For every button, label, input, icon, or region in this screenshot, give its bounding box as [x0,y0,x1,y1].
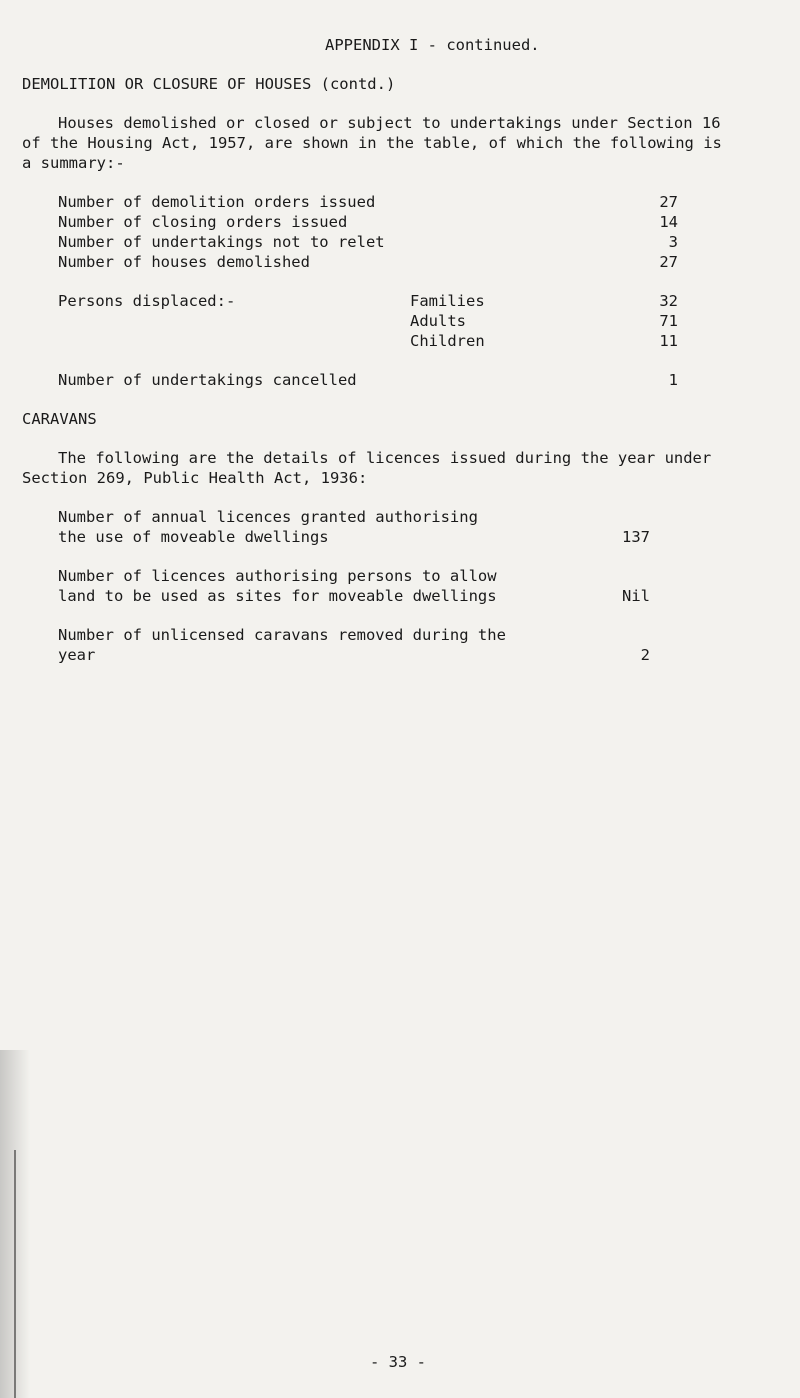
summary-label: Number of houses demolished [58,253,310,271]
summary-value: 27 [659,253,678,271]
caravan-item-line: Number of annual licences granted authorising [58,508,478,526]
caravan-item-value: Nil [622,587,650,605]
caravans-intro-line: The following are the details of licences issued during the year under [58,449,712,467]
summary-label: Number of closing orders issued [58,213,348,231]
cancelled-label: Number of undertakings cancelled [58,371,357,389]
displaced-value: 71 [659,312,678,330]
summary-value: 14 [659,213,678,231]
intro-line: a summary:- [22,154,125,172]
caravan-item-value: 2 [640,646,650,664]
displaced-value: 11 [659,332,678,350]
page-number: - 33 - [370,1353,426,1371]
cancelled-value: 1 [668,371,678,389]
intro-line: of the Housing Act, 1957, are shown in the table, of which the following is [22,134,722,152]
caravan-item-value: 137 [622,528,650,546]
caravan-item-line: the use of moveable dwellings [58,528,329,546]
caravans-intro-line: Section 269, Public Health Act, 1936: [22,469,368,487]
caravans-heading: CARAVANS [22,410,97,428]
caravan-item-line: land to be used as sites for moveable dwellings [58,587,497,605]
displaced-category: Children [410,332,485,350]
caravan-item-line: Number of licences authorising persons to allow [58,567,497,585]
persons-displaced-label: Persons displaced:- [58,292,236,310]
intro-line: Houses demolished or closed or subject to undertakings under Section 16 [58,114,721,132]
displaced-category: Families [410,292,485,310]
summary-label: Number of demolition orders issued [58,193,376,211]
appendix-header: APPENDIX I - continued. [325,36,540,54]
summary-value: 3 [668,233,678,251]
section-heading: DEMOLITION OR CLOSURE OF HOUSES (contd.) [22,75,396,93]
summary-label: Number of undertakings not to relet [58,233,385,251]
caravan-item-line: year [58,646,96,664]
scan-edge-line [14,1150,16,1398]
displaced-value: 32 [659,292,678,310]
summary-value: 27 [659,193,678,211]
displaced-category: Adults [410,312,466,330]
caravan-item-line: Number of unlicensed caravans removed during the [58,626,506,644]
